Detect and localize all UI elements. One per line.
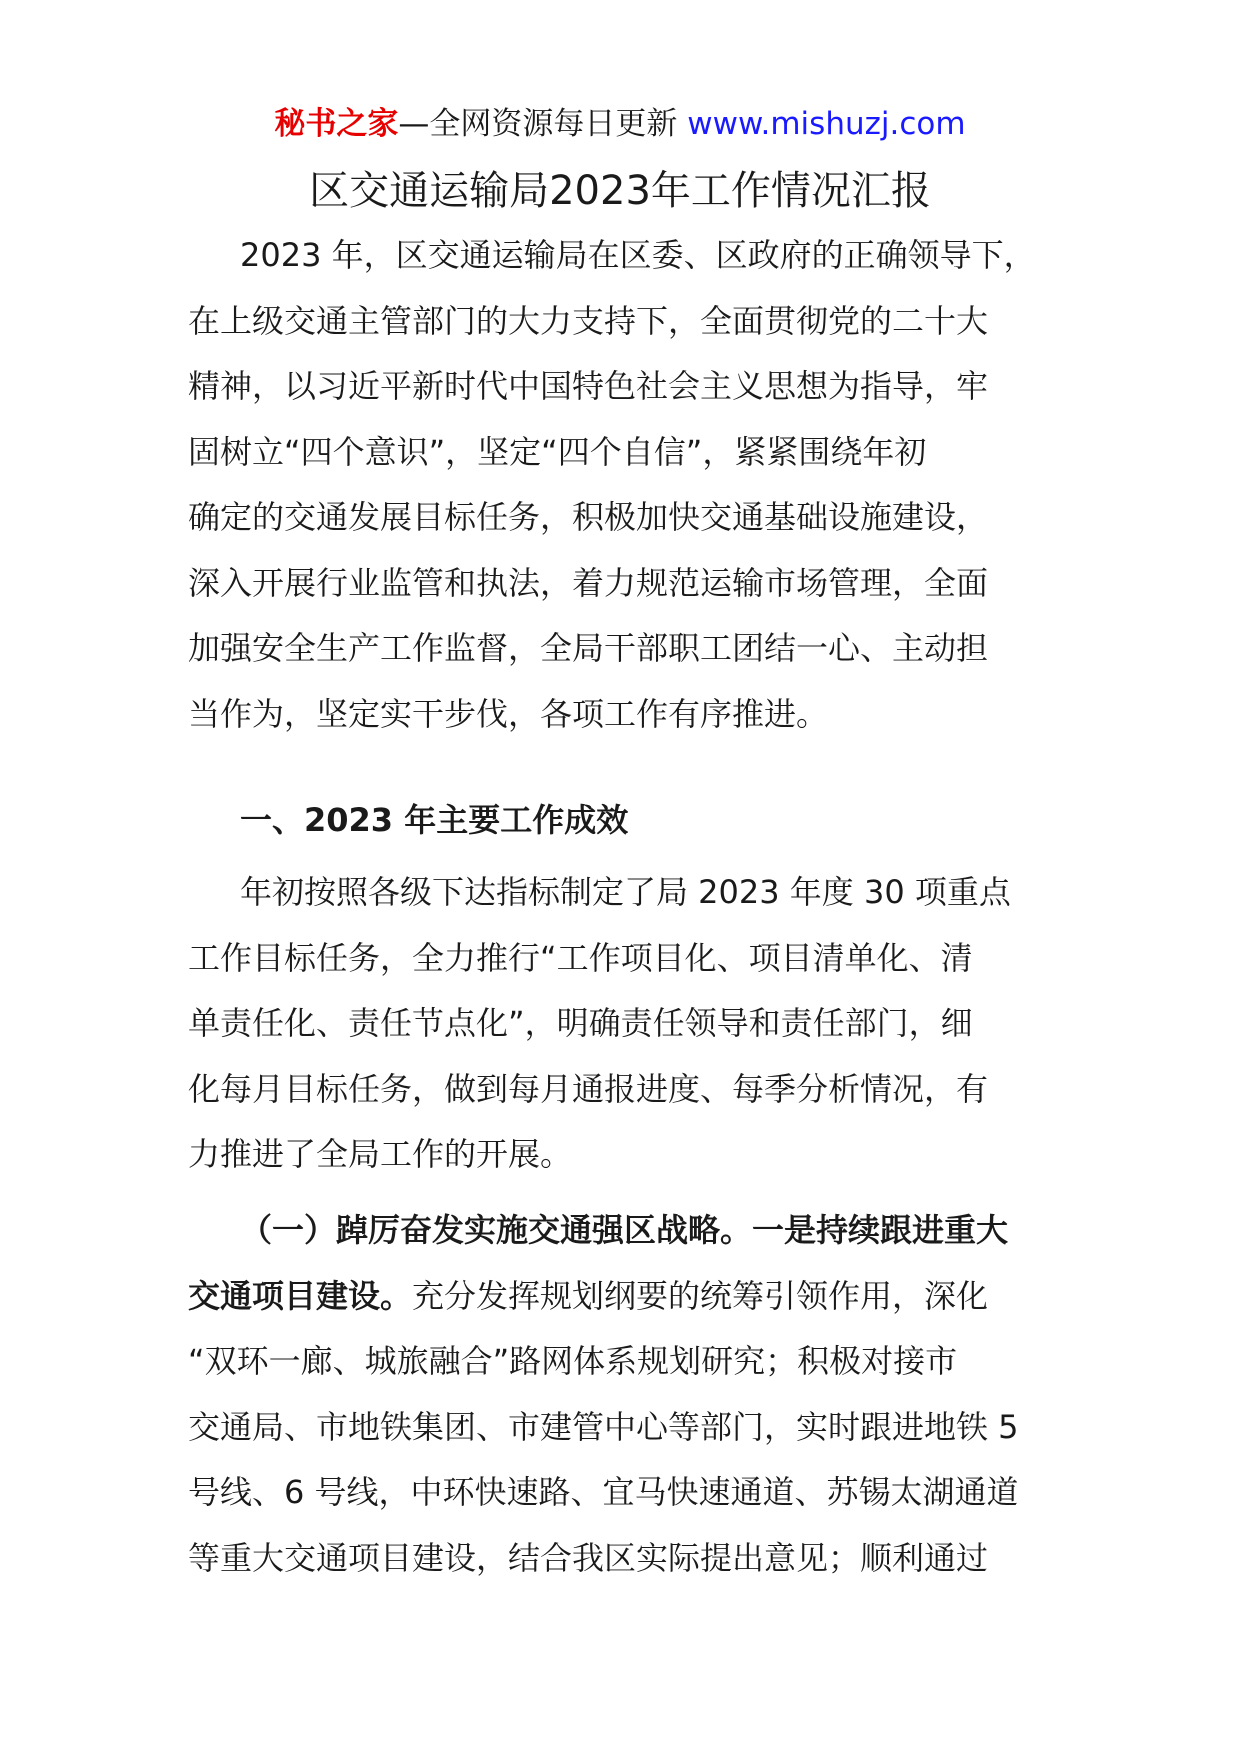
paragraph-strategy (188, 1198, 1088, 1591)
paragraph-line: 单责任化、责任节点化”，明确责任领导和责任部门，细 (188, 1004, 973, 1042)
paragraph-line: 年初按照各级下达指标制定了局 2023 年度 30 项重点 (240, 873, 1011, 911)
paragraph-line: 深入开展行业监管和执法，着力规范运输市场管理，全面 (188, 563, 989, 602)
paragraph-line: 固树立“四个意识”，坚定“四个自信”，紧紧围绕年初 (188, 432, 927, 471)
paragraph-line: 工作目标任务，全力推行“工作项目化、项目清单化、清 (188, 938, 973, 977)
banner-slogan: —全网资源每日更新 (398, 106, 688, 142)
paragraph-line: 加强安全生产工作监督，全局干部职工团结一心、主动担 (188, 629, 989, 667)
subsection-lead: 交通项目建设。 (188, 1276, 413, 1315)
paragraph-line: 等重大交通项目建设，结合我区实际提出意见；顺利通过 (188, 1538, 989, 1577)
paragraph-line: 号线、6 号线，中环快速路、宜马快速通道、苏锡太湖通道 (188, 1473, 1019, 1511)
paragraph-line: “双环一廊、城旅融合”路网体系规划研究；积极对接市 (188, 1342, 958, 1380)
section-heading (188, 788, 1088, 854)
paragraph-text: 充分发挥规划纲要的统筹引领作用，深化 (412, 1276, 989, 1315)
banner-brand: 秘书之家 (274, 106, 399, 142)
paragraph-intro (188, 223, 1088, 747)
paragraph-line: 力推进了全局工作的开展。 (188, 1135, 573, 1173)
paragraph-targets (188, 860, 1088, 1188)
paragraph-line: 当作为，坚定实干步伐，各项工作有序推进。 (188, 694, 829, 733)
subsection-heading: （一）踔厉奋发实施交通强区战略。一是持续跟进重大 (240, 1211, 1009, 1249)
section-heading-text: 一、2023 年主要工作成效 (240, 801, 629, 839)
paragraph-line: 化每月目标任务，做到每月通报进度、每季分析情况，有 (188, 1069, 989, 1108)
document-title: 区交通运输局2023年工作情况汇报 (309, 168, 931, 214)
paragraph-line: 2023 年，区交通运输局在区委、区政府的正确领导下， (240, 236, 1036, 274)
paragraph-line: 在上级交通主管部门的大力支持下，全面贯彻党的二十大 (188, 301, 989, 340)
paragraph-line: 确定的交通发展目标任务，积极加快交通基础设施建设， (188, 498, 989, 536)
paragraph-line: 精神，以习近平新时代中国特色社会主义思想为指导，牢 (188, 367, 989, 405)
paragraph-line: 交通局、市地铁集团、市建管中心等部门，实时跟进地铁 5 (188, 1407, 1019, 1446)
banner-url[interactable]: www.mishuzj.com (687, 106, 966, 142)
site-banner (0, 104, 1240, 144)
